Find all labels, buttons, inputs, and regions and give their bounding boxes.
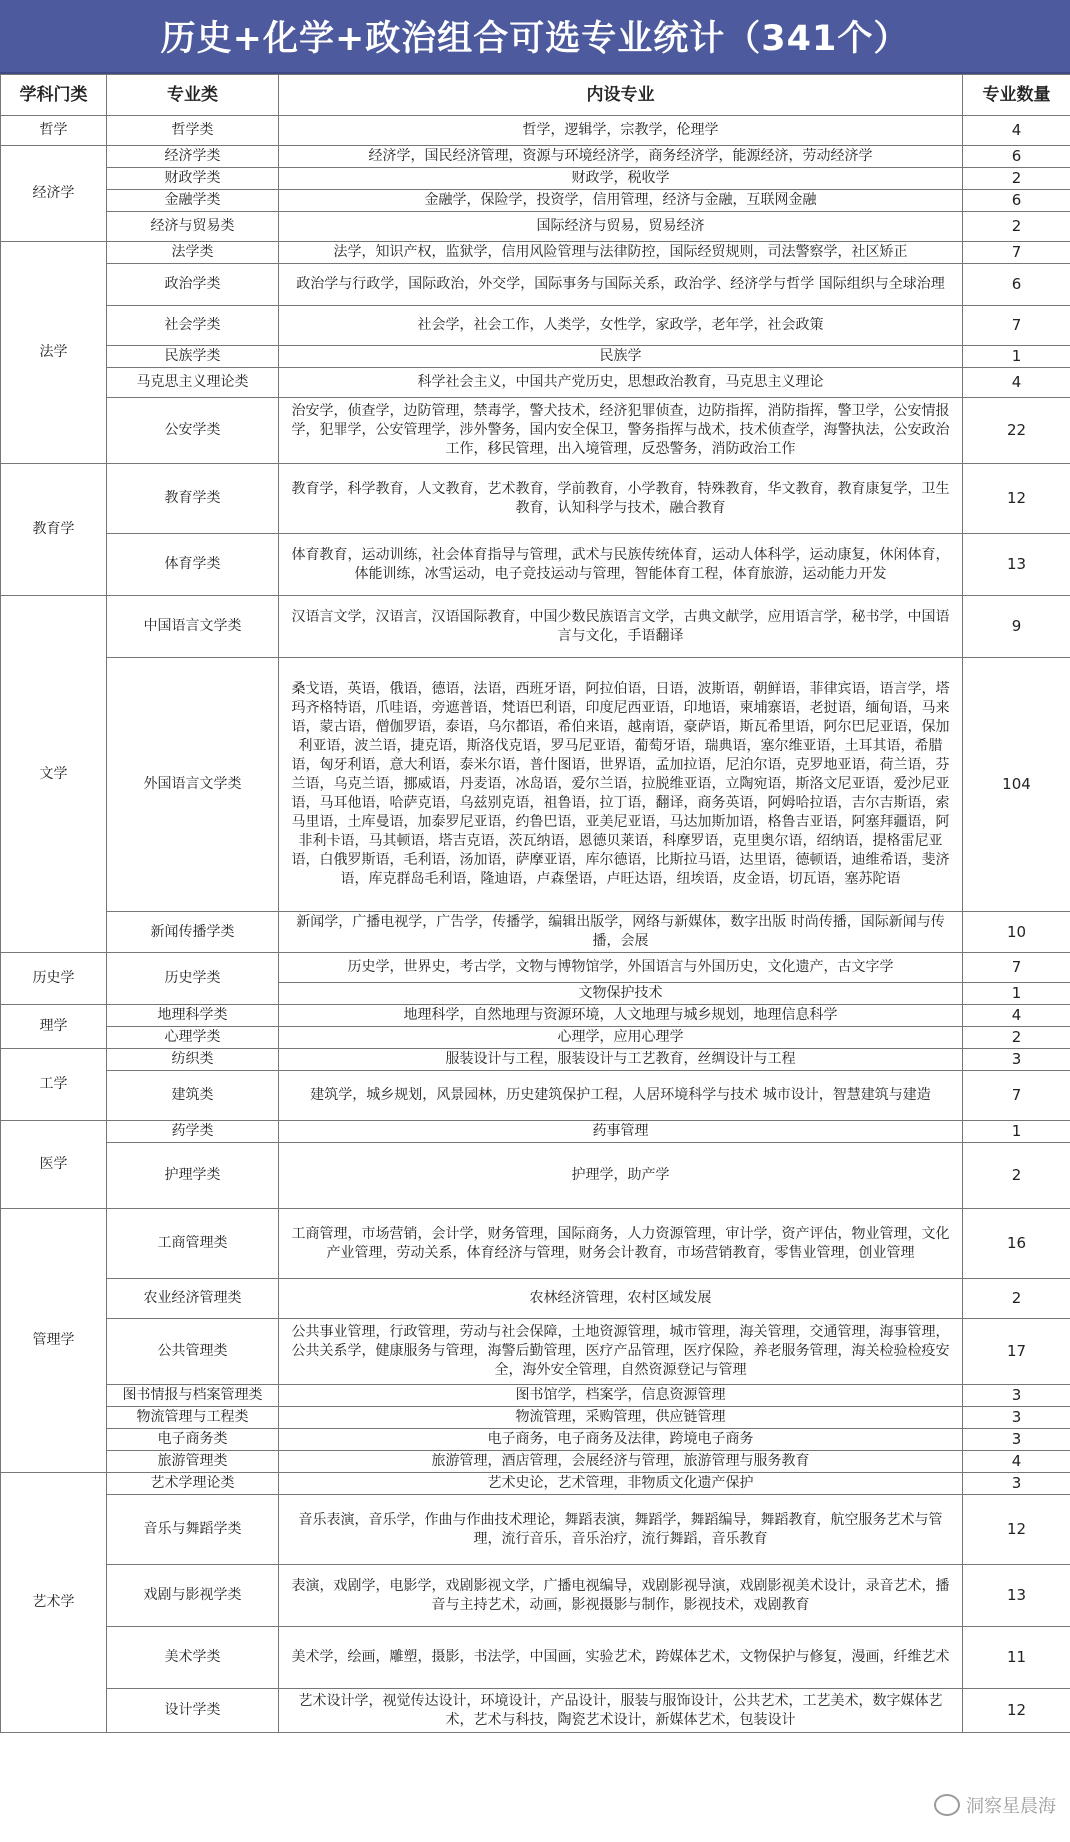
count-cell: 3 — [963, 1429, 1070, 1451]
table-row — [1, 534, 1070, 596]
majors-cell: 社会学，社会工作，人类学，女性学，家政学，老年学，社会政策 — [279, 306, 963, 346]
majors-cell: 建筑学，城乡规划，风景园林，历史建筑保护工程，人居环境科学与技术 城市设计，智慧建筑与建造 — [279, 1071, 963, 1121]
category-cell: 政治学类 — [107, 264, 279, 306]
table-row — [1, 1689, 1070, 1733]
discipline-cell: 工学 — [1, 1049, 107, 1121]
table-row — [1, 264, 1070, 306]
majors-cell: 表演，戏剧学，电影学，戏剧影视文学，广播电视编导，戏剧影视导演，戏剧影视美术设计，录音艺术，播音与主持艺术，动画，影视摄影与制作，影视技术，戏剧教育 — [279, 1565, 963, 1627]
count-cell: 6 — [963, 146, 1070, 168]
majors-cell: 物流管理，采购管理，供应链管理 — [279, 1407, 963, 1429]
table-row — [1, 1429, 1070, 1451]
table-row — [1, 212, 1070, 242]
table-row — [1, 1385, 1070, 1407]
count-cell: 1 — [963, 983, 1070, 1005]
table-row — [1, 368, 1070, 398]
majors-cell: 新闻学，广播电视学，广告学，传播学，编辑出版学，网络与新媒体，数字出版 时尚传播，国际新闻与传播，会展 — [279, 912, 963, 953]
category-cell: 财政学类 — [107, 168, 279, 190]
table-row — [1, 1027, 1070, 1049]
watermark — [934, 1792, 1056, 1818]
majors-cell: 图书馆学，档案学，信息资源管理 — [279, 1385, 963, 1407]
count-cell: 2 — [963, 168, 1070, 190]
count-cell: 6 — [963, 190, 1070, 212]
majors-cell: 哲学，逻辑学，宗教学，伦理学 — [279, 116, 963, 146]
category-cell: 新闻传播学类 — [107, 912, 279, 953]
majors-cell: 国际经济与贸易，贸易经济 — [279, 212, 963, 242]
discipline-cell: 法学 — [1, 242, 107, 464]
category-cell: 旅游管理类 — [107, 1451, 279, 1473]
discipline-cell: 文学 — [1, 596, 107, 953]
table-row — [1, 1627, 1070, 1689]
header-discipline: 学科门类 — [1, 75, 107, 116]
category-cell: 药学类 — [107, 1121, 279, 1143]
category-cell: 教育学类 — [107, 464, 279, 534]
title-banner — [0, 0, 1070, 74]
header-majors: 内设专业 — [279, 75, 963, 116]
header-category: 专业类 — [107, 75, 279, 116]
table-row — [1, 242, 1070, 264]
table-header-row — [1, 75, 1070, 116]
category-cell: 物流管理与工程类 — [107, 1407, 279, 1429]
count-cell: 13 — [963, 1565, 1070, 1627]
category-cell: 马克思主义理论类 — [107, 368, 279, 398]
table-row — [1, 1005, 1070, 1027]
count-cell: 12 — [963, 464, 1070, 534]
majors-cell: 公共事业管理，行政管理，劳动与社会保障，土地资源管理，城市管理，海关管理，交通管理，海事管理，公共关系学，健康服务与管理，海警后勤管理，医疗产品管理，医疗保险，养老服务管理，海关检验检疫安全，海外安全管理，自然资源登记与管理 — [279, 1319, 963, 1385]
table-row — [1, 190, 1070, 212]
table-body — [1, 116, 1070, 1733]
table-row — [1, 1565, 1070, 1627]
majors-cell: 政治学与行政学，国际政治，外交学，国际事务与国际关系，政治学、经济学与哲学 国际组织与全球治理 — [279, 264, 963, 306]
category-cell: 电子商务类 — [107, 1429, 279, 1451]
category-cell: 建筑类 — [107, 1071, 279, 1121]
count-cell: 13 — [963, 534, 1070, 596]
majors-cell: 艺术史论，艺术管理，非物质文化遗产保护 — [279, 1473, 963, 1495]
table-row — [1, 116, 1070, 146]
majors-cell: 法学，知识产权，监狱学，信用风险管理与法律防控，国际经贸规则，司法警察学，社区矫正 — [279, 242, 963, 264]
category-cell: 历史学类 — [107, 953, 279, 1005]
majors-cell: 桑戈语，英语，俄语，德语，法语，西班牙语，阿拉伯语，日语，波斯语，朝鲜语，菲律宾语，语言学，塔玛齐格特语，爪哇语，旁遮普语，梵语巴利语，印度尼西亚语，印地语，柬埔寨语，老挝语，缅甸语，马来语，蒙古语，僧伽罗语，泰语，乌尔都语，希伯来语，越南语，豪萨语，斯瓦希里语，阿尔巴尼亚语，保加利亚语，波兰语，捷克语，斯洛伐克语，罗马尼亚语，葡萄牙语，瑞典语，塞尔维亚语，土耳其语，希腊语，匈牙利语，意大利语，泰米尔语，普什图语，世界语，孟加拉语，尼泊尔语，克罗地亚语，荷兰语，芬兰语，乌克兰语，挪威语，丹麦语，冰岛语，爱尔兰语，拉脱维亚语，立陶宛语，斯洛文尼亚语，爱沙尼亚语，马耳他语，哈萨克语，乌兹别克语，祖鲁语，拉丁语，翻译，商务英语，阿姆哈拉语，吉尔吉斯语，索马里语，土库曼语，加泰罗尼亚语，约鲁巴语，亚美尼亚语，马达加斯加语，格鲁吉亚语，阿塞拜疆语，阿非利卡语，马其顿语，塔吉克语，茨瓦纳语，恩德贝莱语，科摩罗语，克里奥尔语，绍纳语，提格雷尼亚语，白俄罗斯语，毛利语，汤加语，萨摩亚语，库尔德语，比斯拉马语，达里语，德顿语，迪维希语，斐济语，库克群岛毛利语，隆迪语，卢森堡语，卢旺达语，纽埃语，皮金语，切瓦语，塞苏陀语 — [279, 658, 963, 912]
category-cell: 美术学类 — [107, 1627, 279, 1689]
count-cell: 2 — [963, 1143, 1070, 1209]
count-cell: 12 — [963, 1495, 1070, 1565]
majors-cell: 旅游管理，酒店管理，会展经济与管理，旅游管理与服务教育 — [279, 1451, 963, 1473]
watermark-text: 洞察星晨海 — [966, 1796, 1056, 1817]
majors-cell: 护理学，助产学 — [279, 1143, 963, 1209]
table-row — [1, 1407, 1070, 1429]
majors-cell: 药事管理 — [279, 1121, 963, 1143]
category-cell: 外国语言文学类 — [107, 658, 279, 912]
table-row — [1, 306, 1070, 346]
count-cell: 17 — [963, 1319, 1070, 1385]
majors-cell: 地理科学，自然地理与资源环境，人文地理与城乡规划，地理信息科学 — [279, 1005, 963, 1027]
majors-cell: 体育教育，运动训练，社会体育指导与管理，武术与民族传统体育，运动人体科学，运动康复，休闲体育，体能训练，冰雪运动，电子竞技运动与管理，智能体育工程，体育旅游，运动能力开发 — [279, 534, 963, 596]
table-row — [1, 1279, 1070, 1319]
table-row — [1, 1495, 1070, 1565]
page-title: 历史+化学+政治组合可选专业统计（341个） — [160, 19, 910, 59]
majors-cell: 科学社会主义，中国共产党历史，思想政治教育，马克思主义理论 — [279, 368, 963, 398]
majors-cell: 心理学，应用心理学 — [279, 1027, 963, 1049]
discipline-cell: 医学 — [1, 1121, 107, 1209]
category-cell: 农业经济管理类 — [107, 1279, 279, 1319]
count-cell: 6 — [963, 264, 1070, 306]
table-row — [1, 1071, 1070, 1121]
count-cell: 7 — [963, 306, 1070, 346]
table-row — [1, 146, 1070, 168]
category-cell: 哲学类 — [107, 116, 279, 146]
table-row — [1, 658, 1070, 912]
discipline-cell: 理学 — [1, 1005, 107, 1049]
header-count: 专业数量 — [963, 75, 1070, 116]
count-cell: 4 — [963, 1451, 1070, 1473]
table-row — [1, 1209, 1070, 1279]
category-cell: 经济学类 — [107, 146, 279, 168]
table-row — [1, 596, 1070, 658]
majors-cell: 汉语言文学，汉语言，汉语国际教育，中国少数民族语言文学，古典文献学，应用语言学，秘书学，中国语言与文化，手语翻译 — [279, 596, 963, 658]
category-cell: 法学类 — [107, 242, 279, 264]
category-cell: 设计学类 — [107, 1689, 279, 1733]
category-cell: 经济与贸易类 — [107, 212, 279, 242]
majors-cell: 文物保护技术 — [279, 983, 963, 1005]
majors-cell: 工商管理，市场营销，会计学，财务管理，国际商务，人力资源管理，审计学，资产评估，物业管理，文化产业管理，劳动关系，体育经济与管理，财务会计教育，市场营销教育，零售业管理，创业管理 — [279, 1209, 963, 1279]
majors-cell: 农林经济管理，农村区域发展 — [279, 1279, 963, 1319]
count-cell: 4 — [963, 116, 1070, 146]
category-cell: 工商管理类 — [107, 1209, 279, 1279]
category-cell: 公共管理类 — [107, 1319, 279, 1385]
category-cell: 图书情报与档案管理类 — [107, 1385, 279, 1407]
majors-cell: 经济学，国民经济管理，资源与环境经济学，商务经济学，能源经济，劳动经济学 — [279, 146, 963, 168]
majors-cell: 金融学，保险学，投资学，信用管理，经济与金融，互联网金融 — [279, 190, 963, 212]
count-cell: 4 — [963, 368, 1070, 398]
majors-cell: 民族学 — [279, 346, 963, 368]
count-cell: 104 — [963, 658, 1070, 912]
category-cell: 公安学类 — [107, 398, 279, 464]
count-cell: 3 — [963, 1049, 1070, 1071]
majors-cell: 音乐表演，音乐学，作曲与作曲技术理论，舞蹈表演，舞蹈学，舞蹈编导，舞蹈教育，航空服务艺术与管理，流行音乐，音乐治疗，流行舞蹈，音乐教育 — [279, 1495, 963, 1565]
majors-cell: 治安学，侦查学，边防管理，禁毒学，警犬技术，经济犯罪侦查，边防指挥，消防指挥，警卫学，公安情报学，犯罪学，公安管理学，涉外警务，国内安全保卫，警务指挥与战术，技术侦查学，海警执法，公安政治工作，移民管理，出入境管理，反恐警务，消防政治工作 — [279, 398, 963, 464]
count-cell: 7 — [963, 242, 1070, 264]
table-row — [1, 1143, 1070, 1209]
count-cell: 16 — [963, 1209, 1070, 1279]
count-cell: 3 — [963, 1407, 1070, 1429]
count-cell: 22 — [963, 398, 1070, 464]
category-cell: 体育学类 — [107, 534, 279, 596]
majors-cell: 财政学，税收学 — [279, 168, 963, 190]
category-cell: 护理学类 — [107, 1143, 279, 1209]
majors-cell: 电子商务，电子商务及法律，跨境电子商务 — [279, 1429, 963, 1451]
discipline-cell: 教育学 — [1, 464, 107, 596]
table-row — [1, 1473, 1070, 1495]
category-cell: 心理学类 — [107, 1027, 279, 1049]
count-cell: 2 — [963, 1279, 1070, 1319]
count-cell: 3 — [963, 1385, 1070, 1407]
category-cell: 金融学类 — [107, 190, 279, 212]
category-cell: 地理科学类 — [107, 1005, 279, 1027]
count-cell: 2 — [963, 212, 1070, 242]
majors-cell: 历史学，世界史，考古学，文物与博物馆学，外国语言与外国历史，文化遗产，古文字学 — [279, 953, 963, 983]
discipline-cell: 经济学 — [1, 146, 107, 242]
count-cell: 1 — [963, 1121, 1070, 1143]
category-cell: 民族学类 — [107, 346, 279, 368]
count-cell: 4 — [963, 1005, 1070, 1027]
category-cell: 音乐与舞蹈学类 — [107, 1495, 279, 1565]
count-cell: 2 — [963, 1027, 1070, 1049]
count-cell: 1 — [963, 346, 1070, 368]
count-cell: 9 — [963, 596, 1070, 658]
count-cell: 7 — [963, 1071, 1070, 1121]
table-row — [1, 346, 1070, 368]
category-cell: 艺术学理论类 — [107, 1473, 279, 1495]
table-row — [1, 953, 1070, 983]
table-row — [1, 398, 1070, 464]
majors-cell: 服装设计与工程，服装设计与工艺教育，丝绸设计与工程 — [279, 1049, 963, 1071]
table-row — [1, 1049, 1070, 1071]
discipline-cell: 哲学 — [1, 116, 107, 146]
majors-cell: 艺术设计学，视觉传达设计，环境设计，产品设计，服装与服饰设计，公共艺术，工艺美术，数字媒体艺术，艺术与科技，陶瓷艺术设计，新媒体艺术，包装设计 — [279, 1689, 963, 1733]
majors-cell: 美术学，绘画，雕塑，摄影，书法学，中国画，实验艺术，跨媒体艺术，文物保护与修复，漫画，纤维艺术 — [279, 1627, 963, 1689]
discipline-cell: 管理学 — [1, 1209, 107, 1473]
wechat-icon — [934, 1794, 960, 1816]
table-row — [1, 1319, 1070, 1385]
table-row — [1, 912, 1070, 953]
category-cell: 中国语言文学类 — [107, 596, 279, 658]
category-cell: 社会学类 — [107, 306, 279, 346]
discipline-cell: 历史学 — [1, 953, 107, 1005]
table-row — [1, 464, 1070, 534]
category-cell: 纺织类 — [107, 1049, 279, 1071]
count-cell: 10 — [963, 912, 1070, 953]
majors-cell: 教育学，科学教育，人文教育，艺术教育，学前教育，小学教育，特殊教育，华文教育，教育康复学，卫生教育，认知科学与技术，融合教育 — [279, 464, 963, 534]
count-cell: 12 — [963, 1689, 1070, 1733]
count-cell: 7 — [963, 953, 1070, 983]
majors-table — [0, 74, 1070, 1733]
discipline-cell: 艺术学 — [1, 1473, 107, 1733]
count-cell: 11 — [963, 1627, 1070, 1689]
table-row — [1, 1121, 1070, 1143]
table-row — [1, 1451, 1070, 1473]
count-cell: 3 — [963, 1473, 1070, 1495]
category-cell: 戏剧与影视学类 — [107, 1565, 279, 1627]
table-row — [1, 168, 1070, 190]
